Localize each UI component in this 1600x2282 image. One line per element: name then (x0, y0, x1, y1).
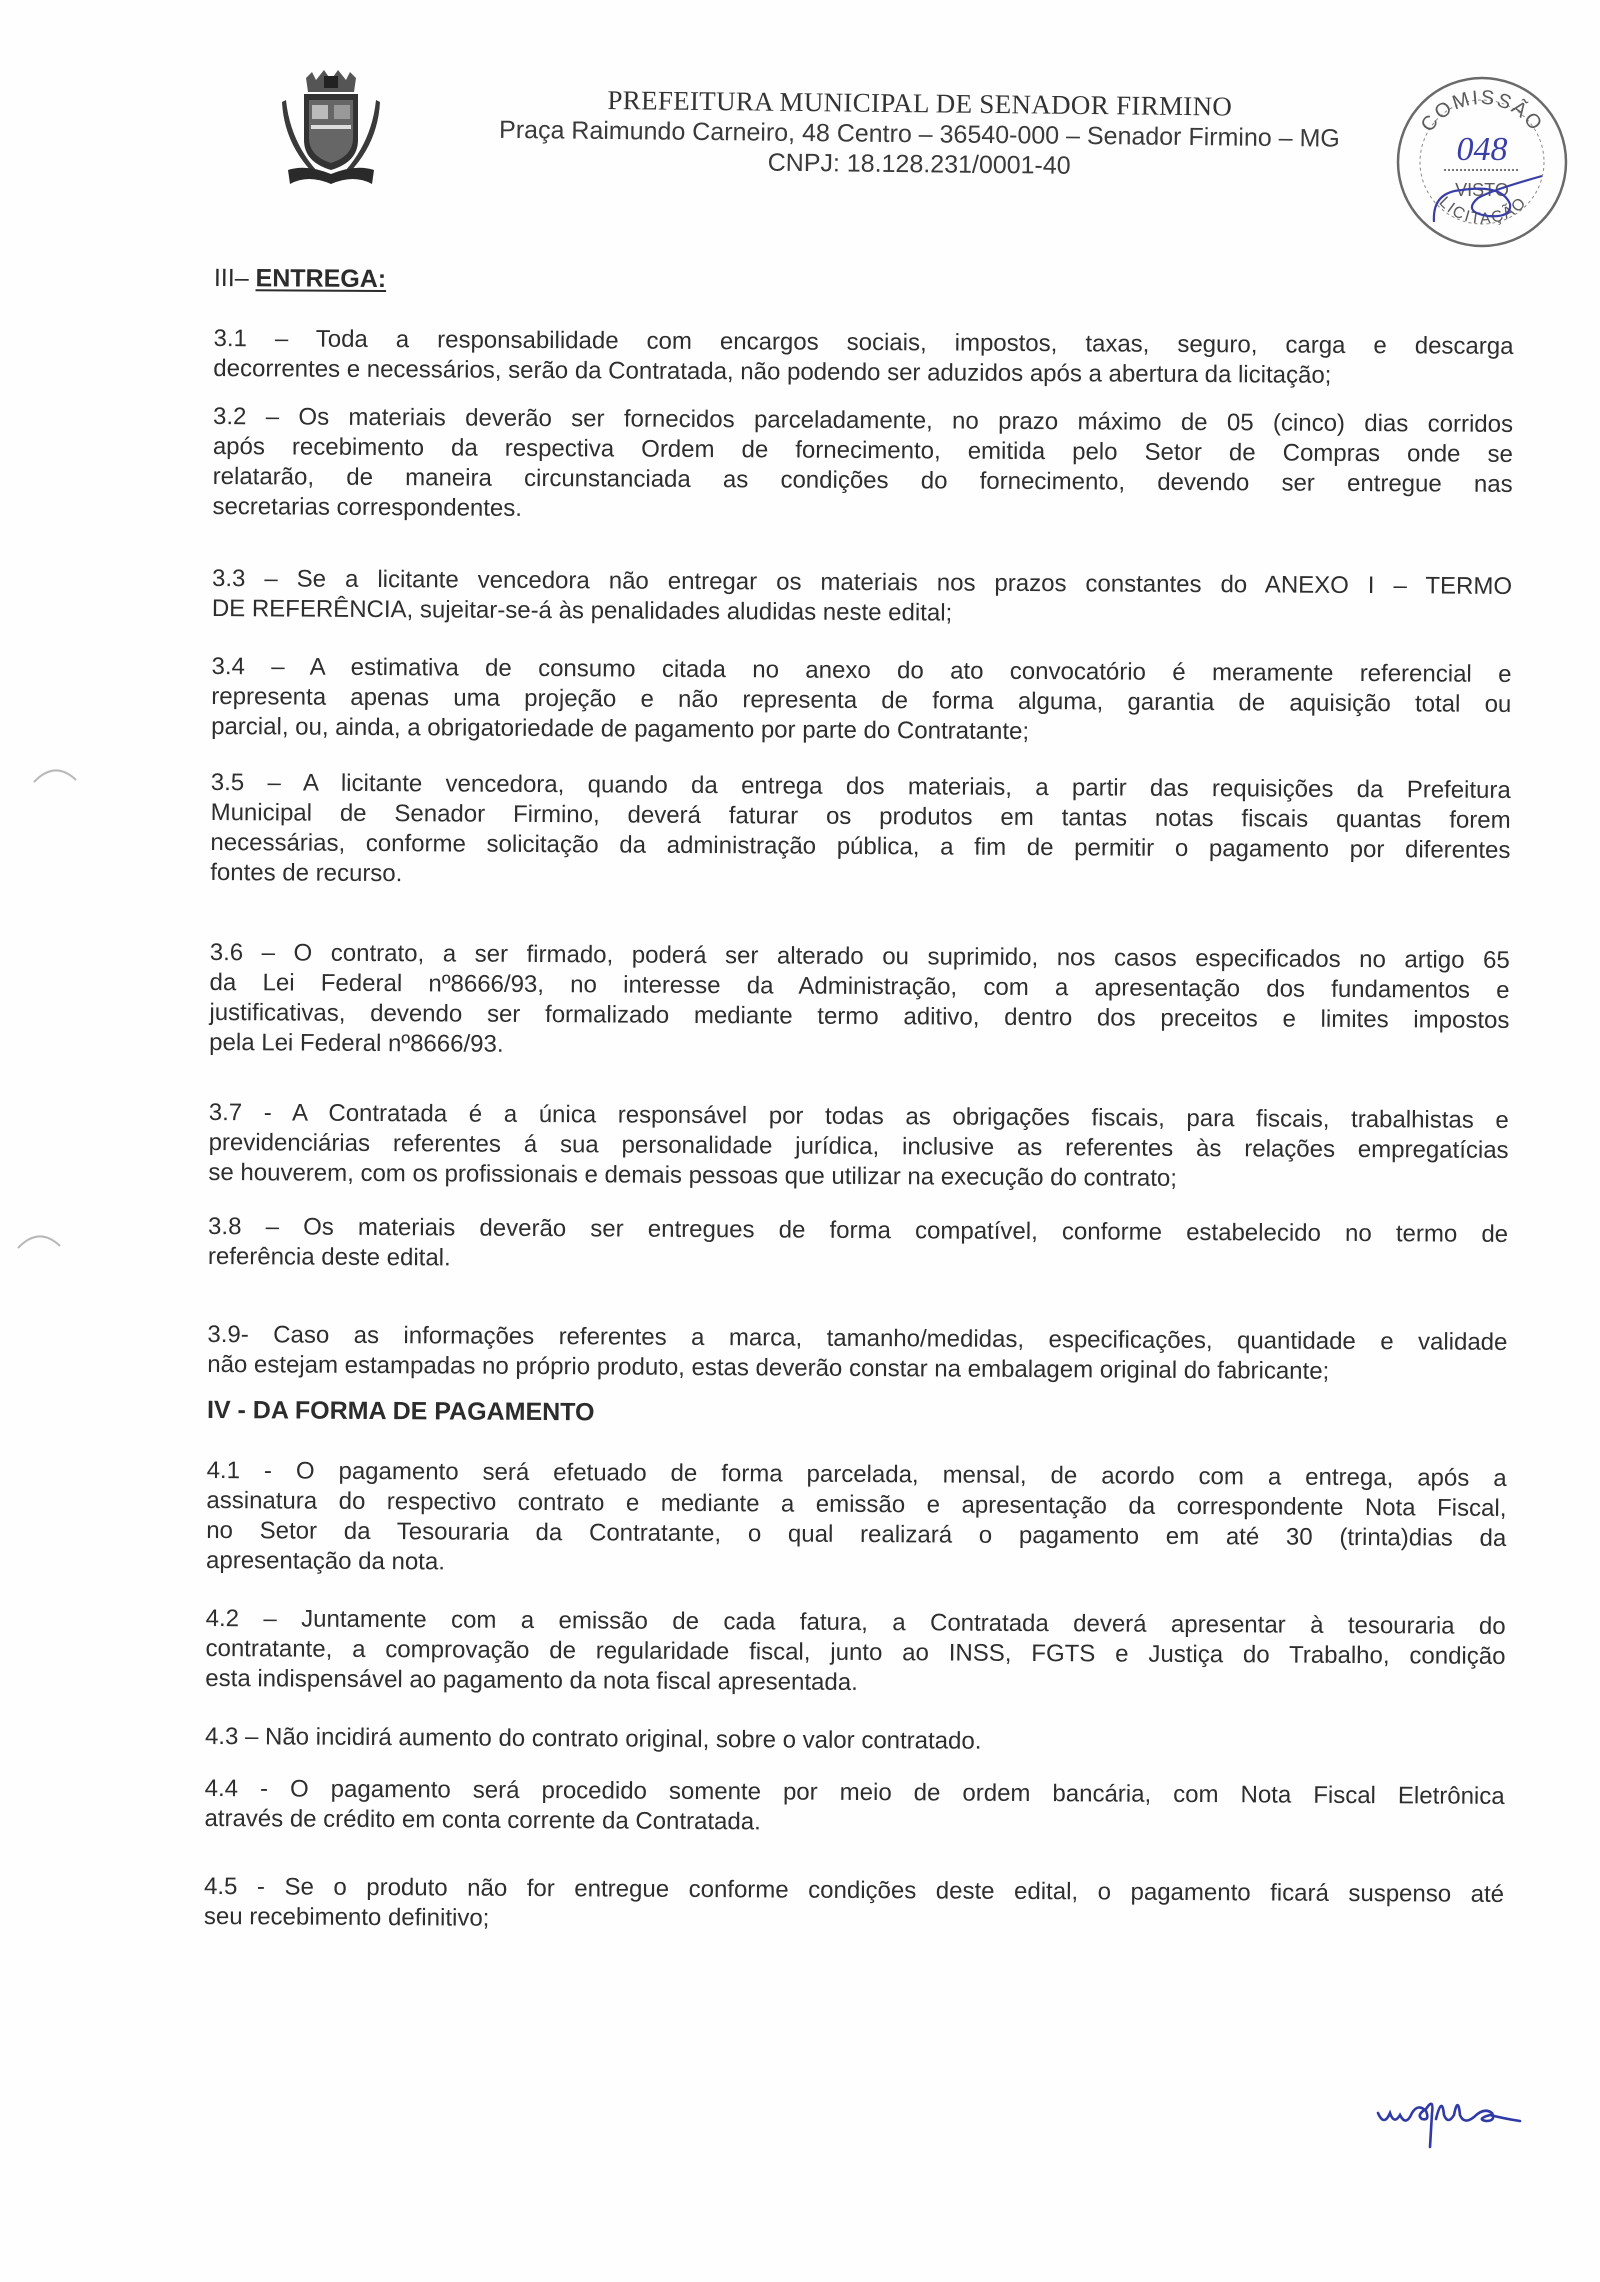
svg-text:COMISSÃO (1417, 87, 1548, 136)
text-line: 4.2 – Juntamente com a emissão de cada fatura, a Contratada deverá apresentar à tesouraria do (205, 1604, 1506, 1640)
section-heading (214, 262, 1514, 302)
text-line: 3.9- Caso as informações referentes a marca, tamanho/medidas, especificações, quantidade e validade (207, 1320, 1508, 1356)
text-line: 3.1 – Toda a responsabilidade com encargos sociais, impostos, taxas, seguro, carga e descarga (213, 324, 1514, 360)
text-line: 3.5 – A licitante vencedora, quando da entrega dos materiais, a partir das requisições da Prefeitura (210, 768, 1511, 804)
text-line: 4.1 - O pagamento será efetuado de forma parcelada, mensal, de acordo com a entrega, após a (206, 1456, 1507, 1492)
text-line: Municipal de Senador Firmino, deverá faturar os produtos em tantas notas fiscais quantas forem (210, 798, 1511, 834)
text-line: 3.3 – Se a licitante vencedora não entregar os materiais nos prazos constantes do ANEXO I – TERMO (211, 564, 1513, 600)
clause-paragraph (206, 1456, 1507, 1584)
text-line: 3.8 – Os materiais deverão ser entregues de forma compatível, conforme estabelecido no termo de (208, 1212, 1509, 1248)
text-line: fontes de recurso. (210, 858, 403, 888)
clause-paragraph (211, 652, 1512, 750)
section-title-text: ENTREGA: (255, 264, 387, 294)
clause-paragraph (213, 324, 1513, 392)
text-line: após recebimento da respectiva Ordem de fornecimento, emitida pelo Setor de Compras onde se (212, 432, 1513, 468)
text-line: através de crédito em conta corrente da Contratada. (204, 1804, 761, 1836)
text-line: relatarão, de maneira circunstanciada as condições do fornecimento, devendo ser entregue nas (212, 462, 1513, 498)
text-line: 4.5 - Se o produto não for entregue conforme condições deste edital, o pagamento ficará suspenso até (203, 1872, 1505, 1908)
stamp-page-number: 048 (1456, 131, 1508, 168)
clause-paragraph (212, 564, 1512, 632)
text-line: pela Lei Federal nº8666/93. (209, 1028, 504, 1058)
organization-cnpj: CNPJ: 18.128.231/0001-40 (767, 148, 1071, 180)
text-line: necessárias, conforme solicitação da administração pública, a fim de permitir o pagamento por diferentes (210, 828, 1511, 864)
text-line: seu recebimento definitivo; (203, 1902, 490, 1932)
organization-name: PREFEITURA MUNICIPAL DE SENADOR FIRMINO (607, 84, 1233, 122)
clause-paragraph (204, 1872, 1504, 1940)
clause-paragraph (209, 938, 1510, 1066)
section-number: III– (213, 263, 256, 293)
text-line: referência deste edital. (207, 1242, 451, 1272)
organization-address: Praça Raimundo Carneiro, 48 Centro – 36540-000 – Senador Firmino – MG (498, 115, 1340, 153)
commission-stamp (1392, 72, 1572, 252)
clause-paragraph (210, 768, 1511, 896)
text-line: 3.2 – Os materiais deverão ser fornecidos parceladamente, no prazo máximo de 05 (cinco) dias corridos (212, 402, 1514, 438)
text-line: DE REFERÊNCIA, sujeitar-se-á às penalidades aludidas neste edital; (211, 594, 953, 627)
text-line: contratante, a comprovação de regularidade fiscal, junto ao INSS, FGTS e Justiça do Trabalho, condição (205, 1634, 1506, 1670)
letterhead (419, 82, 1420, 184)
municipal-coat-of-arms-icon (276, 70, 386, 190)
text-line: secretarias correspondentes. (212, 492, 523, 522)
text-line: assinatura do respectivo contrato e mediante a emissão e apresentação da correspondente Nota Fiscal, (206, 1486, 1507, 1522)
clause-paragraph (208, 1212, 1508, 1280)
stamp-top-text: COMISSÃO (1416, 86, 1548, 137)
text-line: previdenciárias referentes á sua personalidade jurídica, inclusive as referentes às relações empregatícias (208, 1128, 1509, 1164)
hole-punch-mark-icon (30, 762, 80, 786)
text-line: da Lei Federal nº8666/93, no interesse da Administração, com a apresentação dos fundamentos e (209, 968, 1510, 1004)
clause-paragraph (205, 1604, 1506, 1702)
text-line: parcial, ou, ainda, a obrigatoriedade de pagamento por parte do Contratante; (211, 712, 1030, 745)
text-line: 4.4 - O pagamento será procedido somente por meio de ordem bancária, com Nota Fiscal Eletrônica (204, 1774, 1505, 1810)
section-heading (207, 1394, 1507, 1434)
clause-paragraph (205, 1722, 1505, 1760)
text-line: apresentação da nota. (205, 1546, 446, 1576)
clause-paragraph (207, 1320, 1507, 1388)
document-body (204, 262, 1514, 1960)
clause-paragraph (212, 402, 1513, 530)
text-line: decorrentes e necessários, serão da Contratada, não podendo ser aduzidos após a abertura da licitação; (213, 354, 1332, 389)
text-line: não estejam estampadas no próprio produto, estas deverão constar na embalagem original do fabricante; (207, 1350, 1330, 1385)
text-line: 3.4 – A estimativa de consumo citada no anexo do ato convocatório é meramente referencial e (211, 652, 1512, 688)
clause-paragraph (208, 1098, 1509, 1196)
clause-paragraph (204, 1774, 1504, 1842)
handwritten-initials-icon (1370, 2085, 1570, 2155)
stamp-bottom-text: LICITAÇÃO (1435, 193, 1531, 228)
text-line: 3.7 - A Contratada é a única responsável por todas as obrigações fiscais, para fiscais, trabalhistas e (208, 1098, 1509, 1134)
text-line: 3.6 – O contrato, a ser firmado, poderá ser alterado ou suprimido, nos casos especificados no artigo 65 (209, 938, 1510, 974)
text-line: justificativas, devendo ser formalizado mediante termo aditivo, dentro dos preceitos e limites impostos (209, 998, 1510, 1034)
stamp-middle-text: VISTO (1455, 180, 1509, 200)
section-title-text: IV - DA FORMA DE PAGAMENTO (206, 1395, 595, 1427)
hole-punch-mark-icon (14, 1228, 64, 1252)
text-line: se houverem, com os profissionais e demais pessoas que utilizar na execução do contrato; (208, 1158, 1178, 1192)
text-line: esta indispensável ao pagamento da nota fiscal apresentada. (205, 1664, 858, 1696)
text-line: representa apenas uma projeção e não representa de forma alguma, garantia de aquisição total ou (211, 682, 1512, 718)
text-line: no Setor da Tesouraria da Contratante, o qual realizará o pagamento em até 30 (trinta)dias da (206, 1516, 1507, 1552)
text-line: 4.3 – Não incidirá aumento do contrato original, sobre o valor contratado. (204, 1722, 982, 1755)
